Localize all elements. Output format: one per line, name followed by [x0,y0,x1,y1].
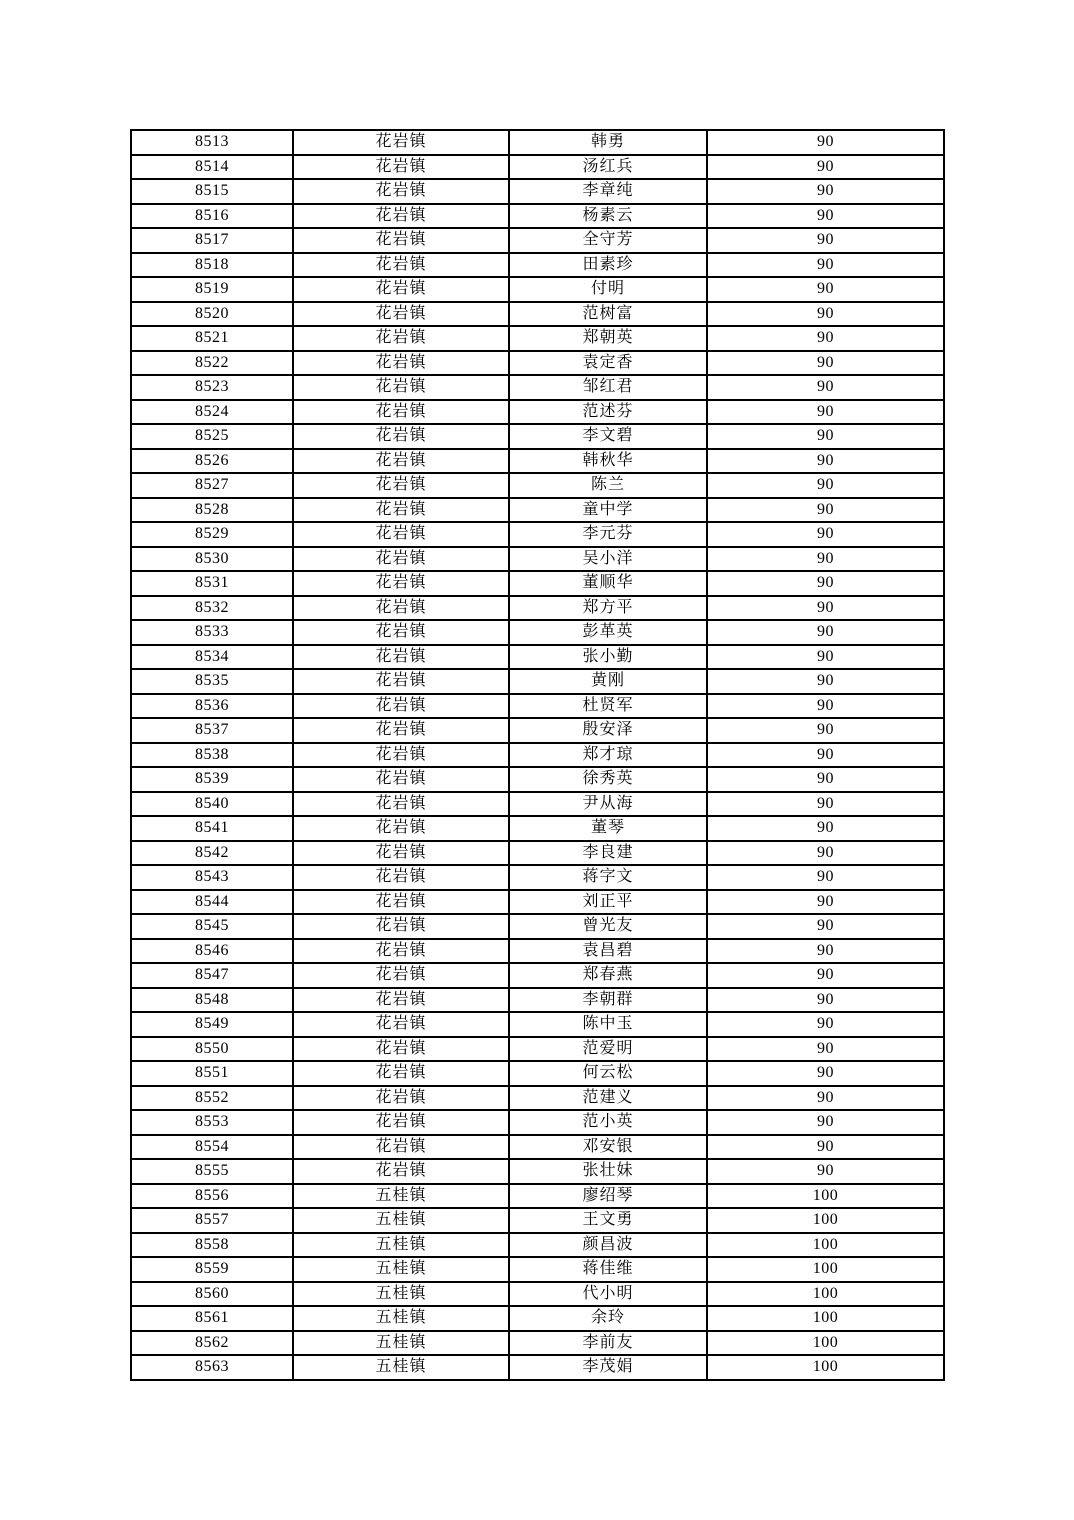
table-row [131,939,944,964]
cell-score-value: 90 [707,914,944,939]
cell-serial-number: 8524 [131,400,293,425]
cell-person-name: 田素珍 [509,253,707,278]
cell-score-value: 90 [707,1086,944,1111]
cell-score-value: 90 [707,155,944,180]
cell-person-name: 付明 [509,277,707,302]
cell-town-name: 花岩镇 [293,302,509,327]
cell-score-value: 90 [707,767,944,792]
cell-serial-number: 8520 [131,302,293,327]
cell-person-name: 范小英 [509,1110,707,1135]
cell-town-name: 花岩镇 [293,253,509,278]
cell-person-name: 李茂娟 [509,1355,707,1380]
table-row [131,718,944,743]
cell-town-name: 花岩镇 [293,424,509,449]
cell-score-value: 100 [707,1208,944,1233]
cell-person-name: 陈中玉 [509,1012,707,1037]
cell-score-value: 100 [707,1257,944,1282]
table-row [131,326,944,351]
table-row [131,253,944,278]
cell-score-value: 90 [707,302,944,327]
cell-person-name: 董琴 [509,816,707,841]
cell-score-value: 100 [707,1184,944,1209]
table-row [131,204,944,229]
cell-score-value: 90 [707,816,944,841]
table-row [131,914,944,939]
cell-town-name: 花岩镇 [293,351,509,376]
cell-person-name: 陈兰 [509,473,707,498]
cell-person-name: 邓安银 [509,1135,707,1160]
cell-town-name: 花岩镇 [293,473,509,498]
cell-score-value: 90 [707,571,944,596]
cell-serial-number: 8536 [131,694,293,719]
cell-score-value: 90 [707,424,944,449]
cell-score-value: 90 [707,253,944,278]
cell-town-name: 花岩镇 [293,988,509,1013]
data-table [130,129,945,1381]
cell-person-name: 李文碧 [509,424,707,449]
cell-serial-number: 8558 [131,1233,293,1258]
cell-person-name: 邹红君 [509,375,707,400]
table-row [131,596,944,621]
cell-person-name: 尹从海 [509,792,707,817]
table-row [131,277,944,302]
table-row [131,645,944,670]
table-row [131,473,944,498]
cell-person-name: 汤红兵 [509,155,707,180]
cell-person-name: 郑才琼 [509,743,707,768]
cell-person-name: 李章纯 [509,179,707,204]
cell-serial-number: 8547 [131,963,293,988]
cell-town-name: 花岩镇 [293,792,509,817]
table-row [131,571,944,596]
cell-serial-number: 8561 [131,1306,293,1331]
cell-town-name: 花岩镇 [293,963,509,988]
cell-town-name: 花岩镇 [293,865,509,890]
cell-serial-number: 8544 [131,890,293,915]
cell-person-name: 杜贤军 [509,694,707,719]
cell-person-name: 范爱明 [509,1037,707,1062]
cell-score-value: 90 [707,400,944,425]
table-row [131,1282,944,1307]
cell-score-value: 100 [707,1306,944,1331]
cell-town-name: 花岩镇 [293,596,509,621]
table-row [131,155,944,180]
table-row [131,1012,944,1037]
cell-town-name: 五桂镇 [293,1233,509,1258]
table-row [131,890,944,915]
cell-serial-number: 8555 [131,1159,293,1184]
cell-serial-number: 8522 [131,351,293,376]
cell-town-name: 花岩镇 [293,841,509,866]
cell-town-name: 花岩镇 [293,449,509,474]
table-row [131,767,944,792]
cell-score-value: 100 [707,1355,944,1380]
table-row [131,963,944,988]
cell-score-value: 90 [707,743,944,768]
cell-town-name: 花岩镇 [293,375,509,400]
table-row [131,449,944,474]
cell-person-name: 彭革英 [509,620,707,645]
table-row [131,1159,944,1184]
cell-score-value: 90 [707,669,944,694]
cell-serial-number: 8546 [131,939,293,964]
table-row [131,179,944,204]
cell-town-name: 花岩镇 [293,130,509,155]
cell-person-name: 李良建 [509,841,707,866]
cell-person-name: 吴小洋 [509,547,707,572]
cell-person-name: 颜昌波 [509,1233,707,1258]
cell-serial-number: 8533 [131,620,293,645]
table-row [131,1110,944,1135]
cell-town-name: 五桂镇 [293,1257,509,1282]
cell-person-name: 袁昌碧 [509,939,707,964]
cell-score-value: 90 [707,449,944,474]
cell-serial-number: 8537 [131,718,293,743]
cell-town-name: 五桂镇 [293,1282,509,1307]
cell-score-value: 90 [707,228,944,253]
table-row [131,792,944,817]
cell-town-name: 花岩镇 [293,816,509,841]
cell-person-name: 范建义 [509,1086,707,1111]
table-row [131,302,944,327]
cell-town-name: 花岩镇 [293,326,509,351]
cell-town-name: 花岩镇 [293,645,509,670]
table-row [131,816,944,841]
cell-town-name: 花岩镇 [293,890,509,915]
cell-serial-number: 8535 [131,669,293,694]
cell-score-value: 100 [707,1282,944,1307]
cell-town-name: 五桂镇 [293,1184,509,1209]
cell-town-name: 花岩镇 [293,498,509,523]
cell-serial-number: 8551 [131,1061,293,1086]
cell-score-value: 90 [707,1159,944,1184]
cell-score-value: 90 [707,1012,944,1037]
cell-town-name: 花岩镇 [293,694,509,719]
table-row [131,1257,944,1282]
cell-town-name: 花岩镇 [293,204,509,229]
cell-score-value: 90 [707,130,944,155]
cell-person-name: 郑朝英 [509,326,707,351]
cell-person-name: 徐秀英 [509,767,707,792]
cell-town-name: 花岩镇 [293,669,509,694]
cell-town-name: 花岩镇 [293,155,509,180]
cell-serial-number: 8550 [131,1037,293,1062]
cell-score-value: 90 [707,963,944,988]
cell-serial-number: 8513 [131,130,293,155]
cell-serial-number: 8525 [131,424,293,449]
cell-score-value: 90 [707,596,944,621]
cell-person-name: 韩秋华 [509,449,707,474]
cell-person-name: 刘正平 [509,890,707,915]
cell-person-name: 杨素云 [509,204,707,229]
cell-serial-number: 8552 [131,1086,293,1111]
table-row [131,1061,944,1086]
cell-town-name: 花岩镇 [293,914,509,939]
cell-score-value: 100 [707,1331,944,1356]
cell-serial-number: 8528 [131,498,293,523]
cell-serial-number: 8539 [131,767,293,792]
table-row [131,228,944,253]
cell-serial-number: 8563 [131,1355,293,1380]
cell-serial-number: 8562 [131,1331,293,1356]
cell-serial-number: 8540 [131,792,293,817]
table-row [131,400,944,425]
cell-serial-number: 8542 [131,841,293,866]
cell-town-name: 花岩镇 [293,1135,509,1160]
cell-score-value: 90 [707,1110,944,1135]
cell-person-name: 李元芬 [509,522,707,547]
cell-town-name: 花岩镇 [293,620,509,645]
cell-person-name: 全守芳 [509,228,707,253]
cell-person-name: 殷安泽 [509,718,707,743]
cell-score-value: 90 [707,865,944,890]
cell-town-name: 花岩镇 [293,277,509,302]
cell-person-name: 蒋佳维 [509,1257,707,1282]
cell-person-name: 童中学 [509,498,707,523]
cell-person-name: 余玲 [509,1306,707,1331]
cell-person-name: 廖绍琴 [509,1184,707,1209]
table-row [131,1184,944,1209]
cell-serial-number: 8519 [131,277,293,302]
cell-score-value: 90 [707,547,944,572]
cell-serial-number: 8560 [131,1282,293,1307]
cell-serial-number: 8553 [131,1110,293,1135]
table-row [131,130,944,155]
cell-town-name: 花岩镇 [293,400,509,425]
cell-town-name: 花岩镇 [293,1086,509,1111]
cell-score-value: 90 [707,522,944,547]
cell-town-name: 五桂镇 [293,1306,509,1331]
table-row [131,988,944,1013]
cell-person-name: 张壮妹 [509,1159,707,1184]
cell-person-name: 张小勤 [509,645,707,670]
cell-score-value: 90 [707,718,944,743]
cell-serial-number: 8548 [131,988,293,1013]
table-row [131,522,944,547]
table-row [131,841,944,866]
cell-score-value: 90 [707,179,944,204]
cell-score-value: 90 [707,841,944,866]
cell-score-value: 90 [707,988,944,1013]
cell-score-value: 90 [707,277,944,302]
cell-serial-number: 8531 [131,571,293,596]
cell-score-value: 90 [707,204,944,229]
cell-serial-number: 8534 [131,645,293,670]
cell-person-name: 袁定香 [509,351,707,376]
table-row [131,1306,944,1331]
cell-score-value: 90 [707,473,944,498]
table-row [131,375,944,400]
table-row [131,694,944,719]
cell-person-name: 韩勇 [509,130,707,155]
cell-serial-number: 8557 [131,1208,293,1233]
cell-person-name: 代小明 [509,1282,707,1307]
cell-serial-number: 8515 [131,179,293,204]
cell-serial-number: 8516 [131,204,293,229]
cell-town-name: 花岩镇 [293,547,509,572]
cell-serial-number: 8543 [131,865,293,890]
cell-serial-number: 8549 [131,1012,293,1037]
cell-person-name: 李前友 [509,1331,707,1356]
cell-town-name: 花岩镇 [293,1037,509,1062]
cell-person-name: 李朝群 [509,988,707,1013]
cell-person-name: 王文勇 [509,1208,707,1233]
table-row [131,1037,944,1062]
table-row [131,351,944,376]
cell-serial-number: 8521 [131,326,293,351]
cell-town-name: 花岩镇 [293,1110,509,1135]
cell-town-name: 花岩镇 [293,718,509,743]
cell-person-name: 范树富 [509,302,707,327]
cell-score-value: 100 [707,1233,944,1258]
cell-serial-number: 8527 [131,473,293,498]
cell-score-value: 90 [707,326,944,351]
cell-serial-number: 8514 [131,155,293,180]
cell-town-name: 五桂镇 [293,1331,509,1356]
cell-person-name: 曾光友 [509,914,707,939]
cell-serial-number: 8545 [131,914,293,939]
cell-person-name: 范述芬 [509,400,707,425]
table-row [131,1135,944,1160]
cell-serial-number: 8532 [131,596,293,621]
cell-person-name: 何云松 [509,1061,707,1086]
table-row [131,1086,944,1111]
cell-person-name: 郑方平 [509,596,707,621]
cell-town-name: 花岩镇 [293,228,509,253]
cell-town-name: 花岩镇 [293,767,509,792]
cell-town-name: 花岩镇 [293,939,509,964]
cell-serial-number: 8530 [131,547,293,572]
cell-score-value: 90 [707,620,944,645]
cell-town-name: 五桂镇 [293,1355,509,1380]
cell-serial-number: 8526 [131,449,293,474]
cell-score-value: 90 [707,1037,944,1062]
cell-town-name: 花岩镇 [293,522,509,547]
cell-town-name: 花岩镇 [293,1061,509,1086]
table-row [131,1355,944,1380]
table-row [131,1331,944,1356]
table-row [131,498,944,523]
cell-score-value: 90 [707,498,944,523]
table-row [131,424,944,449]
cell-serial-number: 8554 [131,1135,293,1160]
cell-person-name: 董顺华 [509,571,707,596]
cell-score-value: 90 [707,375,944,400]
cell-serial-number: 8517 [131,228,293,253]
cell-serial-number: 8556 [131,1184,293,1209]
table-row [131,1208,944,1233]
cell-town-name: 花岩镇 [293,1012,509,1037]
table-row [131,865,944,890]
table-row [131,547,944,572]
table-row [131,620,944,645]
cell-person-name: 郑春燕 [509,963,707,988]
cell-score-value: 90 [707,351,944,376]
cell-score-value: 90 [707,645,944,670]
cell-score-value: 90 [707,939,944,964]
cell-town-name: 花岩镇 [293,571,509,596]
cell-serial-number: 8523 [131,375,293,400]
cell-town-name: 五桂镇 [293,1208,509,1233]
table-row [131,669,944,694]
cell-score-value: 90 [707,1061,944,1086]
cell-score-value: 90 [707,792,944,817]
cell-person-name: 蒋字文 [509,865,707,890]
cell-score-value: 90 [707,890,944,915]
cell-person-name: 黄刚 [509,669,707,694]
cell-score-value: 90 [707,1135,944,1160]
table-row [131,1233,944,1258]
table-row [131,743,944,768]
table-body [131,130,944,1380]
cell-serial-number: 8529 [131,522,293,547]
cell-town-name: 花岩镇 [293,743,509,768]
cell-town-name: 花岩镇 [293,179,509,204]
cell-serial-number: 8538 [131,743,293,768]
cell-serial-number: 8559 [131,1257,293,1282]
cell-town-name: 花岩镇 [293,1159,509,1184]
cell-serial-number: 8518 [131,253,293,278]
cell-serial-number: 8541 [131,816,293,841]
cell-score-value: 90 [707,694,944,719]
